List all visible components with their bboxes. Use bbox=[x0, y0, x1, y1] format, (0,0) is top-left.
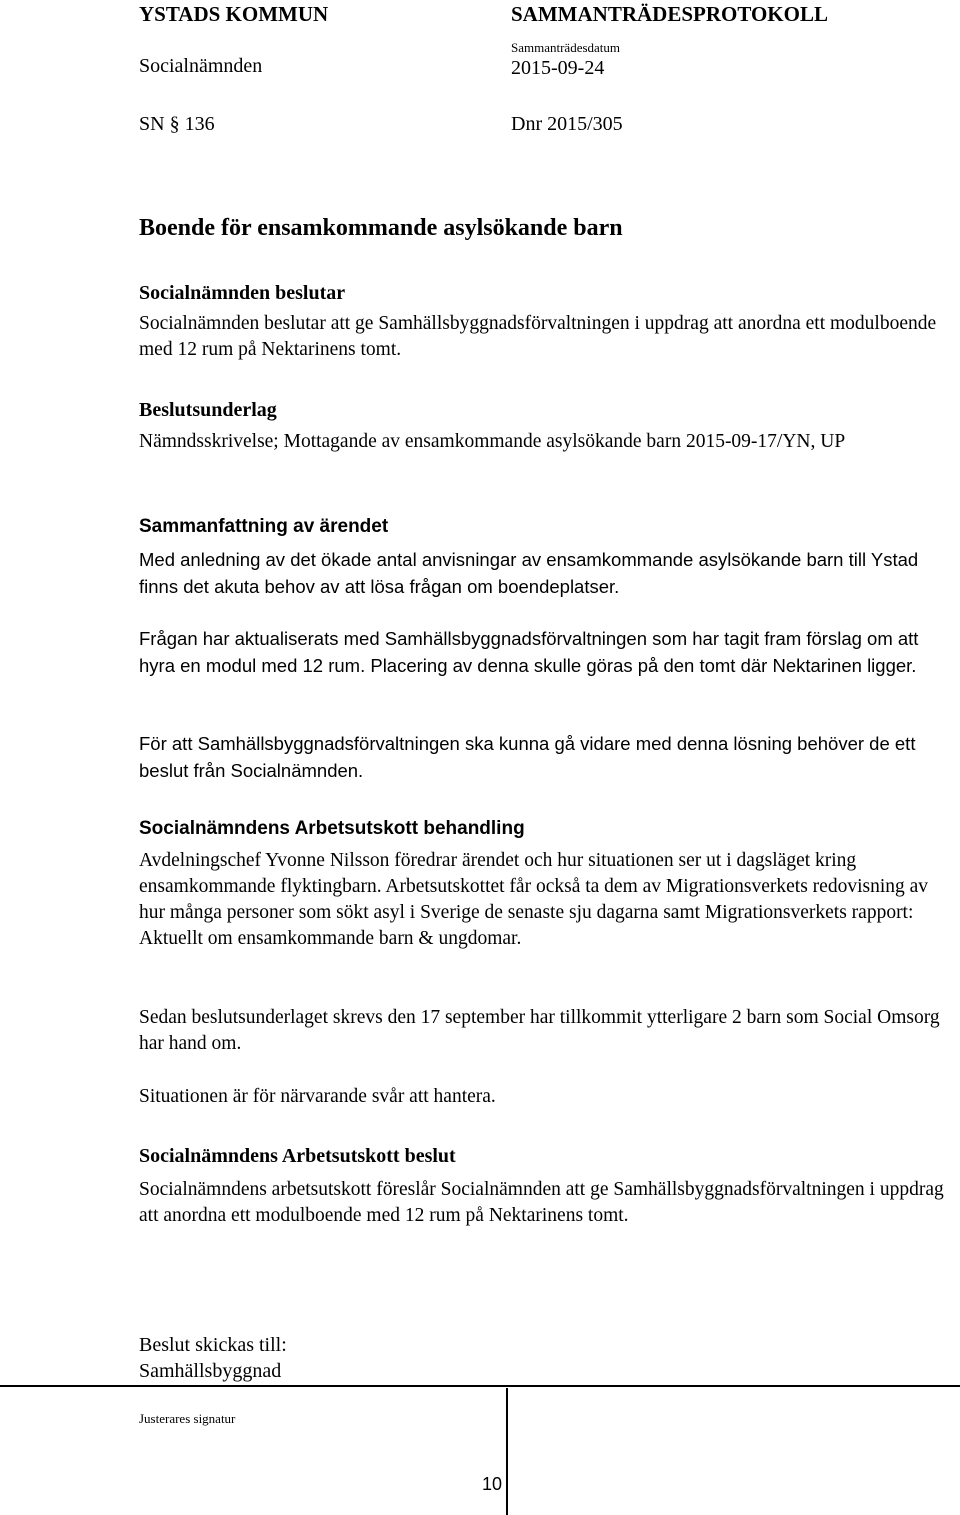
au-decision-heading: Socialnämndens Arbetsutskott beslut bbox=[139, 1145, 456, 1167]
page-number: 10 bbox=[482, 1474, 503, 1494]
meeting-date: 2015-09-24 bbox=[511, 57, 605, 79]
committee-name: Socialnämnden bbox=[139, 55, 263, 77]
summary-heading: Sammanfattning av ärendet bbox=[139, 516, 389, 537]
distribution-recipient: Samhällsbyggnad bbox=[139, 1360, 282, 1382]
decision-heading: Socialnämnden beslutar bbox=[139, 282, 346, 304]
page-title: Boende för ensamkommande asylsökande barn bbox=[139, 215, 623, 241]
handling-paragraph: Sedan beslutsunderlaget skrevs den 17 september har tillkommit ytterligare 2 barn som Social Omsorg har hand om. bbox=[139, 1007, 940, 1054]
summary-paragraph: Med anledning av det ökade antal anvisningar av ensamkommande asylsökande barn till Ystad finns det akuta behov av att lösa frågan om boendeplatser. bbox=[139, 549, 919, 597]
handling-paragraph: Situationen är för närvarande svår att hantera. bbox=[139, 1086, 496, 1107]
summary-paragraph: Frågan har aktualiserats med Samhällsbyggnadsförvaltningen som har tagit fram förslag om att hyra en modul med 12 rum. Placering av denna skulle göras på den tomt där Nektarinen ligger. bbox=[139, 628, 919, 676]
handling-paragraph: Avdelningschef Yvonne Nilsson föredrar ärendet och hur situationen ser ut i dagsläget kring ensamkommande flyktingbarn. Arbetsutskottet får också ta dem av Migrationsverkets redovisning av hur många personer som sökt asyl i Sverige de senaste sju dagarna samt Migrationsverkets rapport: Aktuellt om ensamkommande barn & ungdomar. bbox=[139, 850, 929, 949]
case-number: SN § 136 bbox=[139, 113, 215, 135]
meeting-date-label: Sammanträdesdatum bbox=[511, 40, 621, 55]
signature-label: Justerares signatur bbox=[139, 1411, 236, 1426]
municipality-name: YSTADS KOMMUN bbox=[139, 2, 329, 26]
document-type: SAMMANTRÄDESPROTOKOLL bbox=[511, 2, 828, 26]
distribution-label: Beslut skickas till: bbox=[139, 1334, 287, 1356]
footer-vertical-divider bbox=[506, 1388, 508, 1515]
diary-number: Dnr 2015/305 bbox=[511, 113, 623, 135]
footer-divider bbox=[0, 1385, 960, 1387]
basis-text: Nämndsskrivelse; Mottagande av ensamkommande asylsökande barn 2015-09-17/YN, UP bbox=[139, 431, 846, 452]
decision-text: Socialnämnden beslutar att ge Samhällsbyggnadsförvaltningen i uppdrag att anordna ett modulboende med 12 rum på Nektarinens tomt. bbox=[139, 313, 937, 360]
au-decision-text: Socialnämndens arbetsutskott föreslår Socialnämnden att ge Samhällsbyggnadsförvaltningen i uppdrag att anordna ett modulboende med 12 rum på Nektarinens tomt. bbox=[139, 1179, 944, 1226]
basis-heading: Beslutsunderlag bbox=[139, 399, 277, 421]
summary-paragraph: För att Samhällsbyggnadsförvaltningen ska kunna gå vidare med denna lösning behöver de ett beslut från Socialnämnden. bbox=[139, 733, 916, 781]
handling-heading: Socialnämndens Arbetsutskott behandling bbox=[139, 818, 525, 839]
